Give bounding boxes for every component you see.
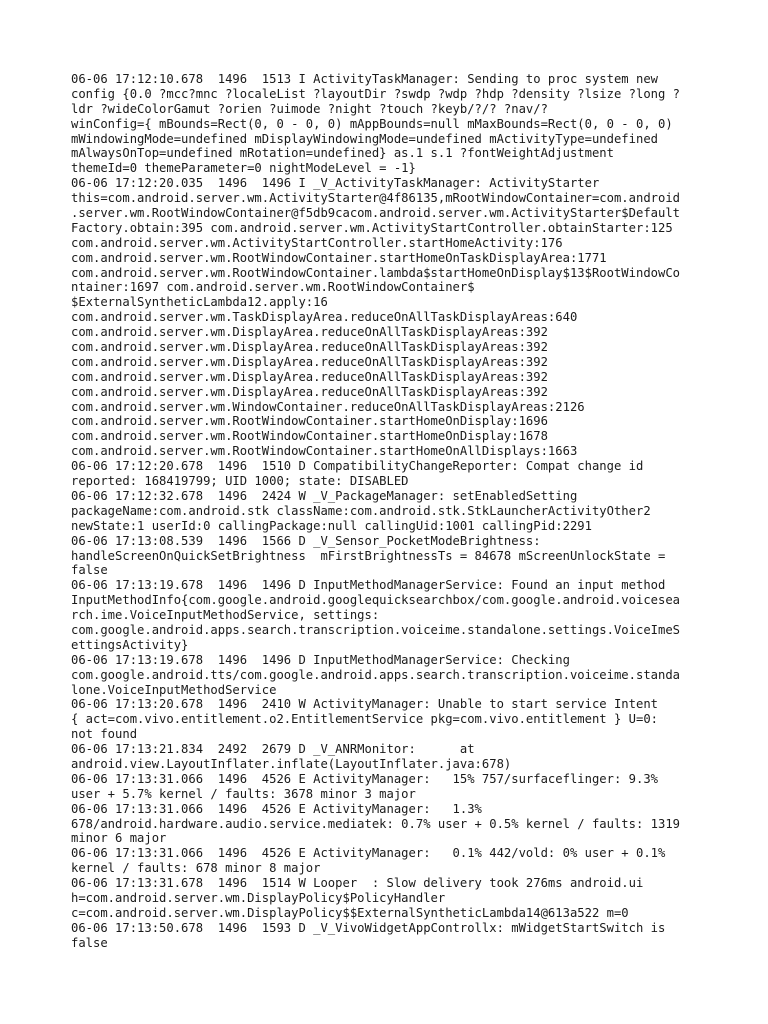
log-line: com.android.server.wm.DisplayArea.reduceOnAllTaskDisplayAreas:392 — [71, 340, 548, 355]
log-line: handleScreenOnQuickSetBrightness mFirstBrightnessTs = 84678 mScreenUnlockState = — [71, 548, 666, 563]
log-line: config {0.0 ?mcc?mnc ?localeList ?layoutDir ?swdp ?wdp ?hdp ?density ?lsize ?long ? — [71, 86, 681, 101]
log-line: this=com.android.server.wm.ActivityStarter@4f86135,mRootWindowContainer=com.android — [71, 191, 681, 206]
log-line: com.android.server.wm.RootWindowContainer.lambda$startHomeOnDisplay$13$RootWindowCo — [71, 265, 681, 280]
log-line: com.android.server.wm.DisplayArea.reduceOnAllTaskDisplayAreas:392 — [71, 369, 548, 384]
log-line: winConfig={ mBounds=Rect(0, 0 - 0, 0) mAppBounds=null mMaxBounds=Rect(0, 0 - 0, 0) — [71, 116, 673, 131]
log-line: rch.ime.VoiceInputMethodService, settings: — [71, 608, 380, 623]
log-line: com.android.server.wm.RootWindowContainer.startHomeOnAllDisplays:1663 — [71, 444, 578, 459]
log-line: com.android.server.wm.RootWindowContainer.startHomeOnDisplay:1696 — [71, 414, 548, 429]
log-line: com.google.android.apps.search.transcription.voiceime.standalone.settings.VoiceImeS — [71, 622, 681, 637]
log-line: 06-06 17:13:20.678 1496 2410 W ActivityManager: Unable to start service Intent — [71, 697, 658, 712]
log-line: 06-06 17:13:50.678 1496 1593 D _V_VivoWidgetAppControllx: mWidgetStartSwitch is — [71, 920, 666, 935]
log-line: 06-06 17:13:31.066 1496 4526 E ActivityManager: 15% 757/surfaceflinger: 9.3% — [71, 771, 658, 786]
log-line: kernel / faults: 678 minor 8 major — [71, 861, 321, 876]
log-line: 06-06 17:13:19.678 1496 1496 D InputMethodManagerService: Checking — [71, 652, 570, 667]
log-line: 678/android.hardware.audio.service.mediatek: 0.7% user + 0.5% kernel / faults: 1319 — [71, 816, 681, 831]
log-line: 06-06 17:12:10.678 1496 1513 I ActivityTaskManager: Sending to proc system new — [71, 72, 658, 86]
log-text-block — [71, 72, 711, 951]
log-line: com.android.server.wm.WindowContainer.reduceOnAllTaskDisplayAreas:2126 — [71, 399, 585, 414]
log-line: mWindowingMode=undefined mDisplayWindowingMode=undefined mActivityType=undefined — [71, 131, 658, 146]
log-line: lone.VoiceInputMethodService — [71, 682, 277, 697]
log-line: 06-06 17:13:31.066 1496 4526 E ActivityManager: 0.1% 442/vold: 0% user + 0.1% — [71, 846, 666, 861]
log-line: Factory.obtain:395 com.android.server.wm.ActivityStartController.obtainStarter:125 — [71, 220, 673, 235]
log-line: com.android.server.wm.DisplayArea.reduceOnAllTaskDisplayAreas:392 — [71, 325, 548, 340]
log-line: minor 6 major — [71, 831, 167, 846]
log-line: com.android.server.wm.RootWindowContainer.startHomeOnDisplay:1678 — [71, 429, 548, 444]
log-line: com.android.server.wm.RootWindowContainer.startHomeOnTaskDisplayArea:1771 — [71, 250, 607, 265]
log-line: newState:1 userId:0 callingPackage:null callingUid:1001 callingPid:2291 — [71, 518, 592, 533]
log-line: 06-06 17:13:08.539 1496 1566 D _V_Sensor_PocketModeBrightness: — [71, 533, 541, 548]
log-line: InputMethodInfo{com.google.android.googlequicksearchbox/com.google.android.voicesea — [71, 593, 681, 608]
log-line: ldr ?wideColorGamut ?orien ?uimode ?night ?touch ?keyb/?/? ?nav/? — [71, 101, 548, 116]
log-line: $ExternalSyntheticLambda12.apply:16 — [71, 295, 328, 310]
log-line: 06-06 17:13:21.834 2492 2679 D _V_ANRMonitor: at — [71, 742, 475, 757]
log-line: ntainer:1697 com.android.server.wm.RootWindowContainer$ — [71, 280, 475, 295]
log-line: .server.wm.RootWindowContainer@f5db9cacom.android.server.wm.ActivityStarter$Default — [71, 206, 681, 221]
log-line: reported: 168419799; UID 1000; state: DISABLED — [71, 474, 409, 489]
log-line: 06-06 17:13:31.678 1496 1514 W Looper : Slow delivery took 276ms android.ui — [71, 876, 644, 891]
log-line: com.android.server.wm.TaskDisplayArea.reduceOnAllTaskDisplayAreas:640 — [71, 310, 578, 325]
log-line: 06-06 17:12:20.035 1496 1496 I _V_ActivityTaskManager: ActivityStarter — [71, 176, 600, 191]
log-line: themeId=0 themeParameter=0 nightModeLevel = -1} — [71, 161, 416, 176]
log-line: h=com.android.server.wm.DisplayPolicy$PolicyHandler — [71, 890, 446, 905]
log-line: ettingsActivity} — [71, 637, 189, 652]
log-line: user + 5.7% kernel / faults: 3678 minor 3 major — [71, 786, 416, 801]
log-line: com.android.server.wm.ActivityStartController.startHomeActivity:176 — [71, 235, 563, 250]
log-line: android.view.LayoutInflater.inflate(LayoutInflater.java:678) — [71, 756, 512, 771]
log-line: 06-06 17:13:19.678 1496 1496 D InputMethodManagerService: Found an input method — [71, 578, 666, 593]
log-line: { act=com.vivo.entitlement.o2.EntitlementService pkg=com.vivo.entitlement } U=0: — [71, 712, 658, 727]
log-line: com.google.android.tts/com.google.android.apps.search.transcription.voiceime.standa — [71, 667, 681, 682]
log-line: c=com.android.server.wm.DisplayPolicy$$ExternalSyntheticLambda14@613a522 m=0 — [71, 905, 629, 920]
log-line: 06-06 17:12:20.678 1496 1510 D CompatibilityChangeReporter: Compat change id — [71, 459, 644, 474]
log-line: not found — [71, 727, 138, 742]
log-line: 06-06 17:12:32.678 1496 2424 W _V_PackageManager: setEnabledSetting — [71, 488, 578, 503]
log-line: false — [71, 935, 108, 950]
log-line: packageName:com.android.stk className:com.android.stk.StkLauncherActivityOther2 — [71, 503, 651, 518]
log-line: com.android.server.wm.DisplayArea.reduceOnAllTaskDisplayAreas:392 — [71, 354, 548, 369]
log-line: com.android.server.wm.DisplayArea.reduceOnAllTaskDisplayAreas:392 — [71, 384, 548, 399]
log-line: mAlwaysOnTop=undefined mRotation=undefined} as.1 s.1 ?fontWeightAdjustment — [71, 146, 614, 161]
log-line: 06-06 17:13:31.066 1496 4526 E ActivityManager: 1.3% — [71, 801, 482, 816]
log-line: false — [71, 563, 108, 578]
